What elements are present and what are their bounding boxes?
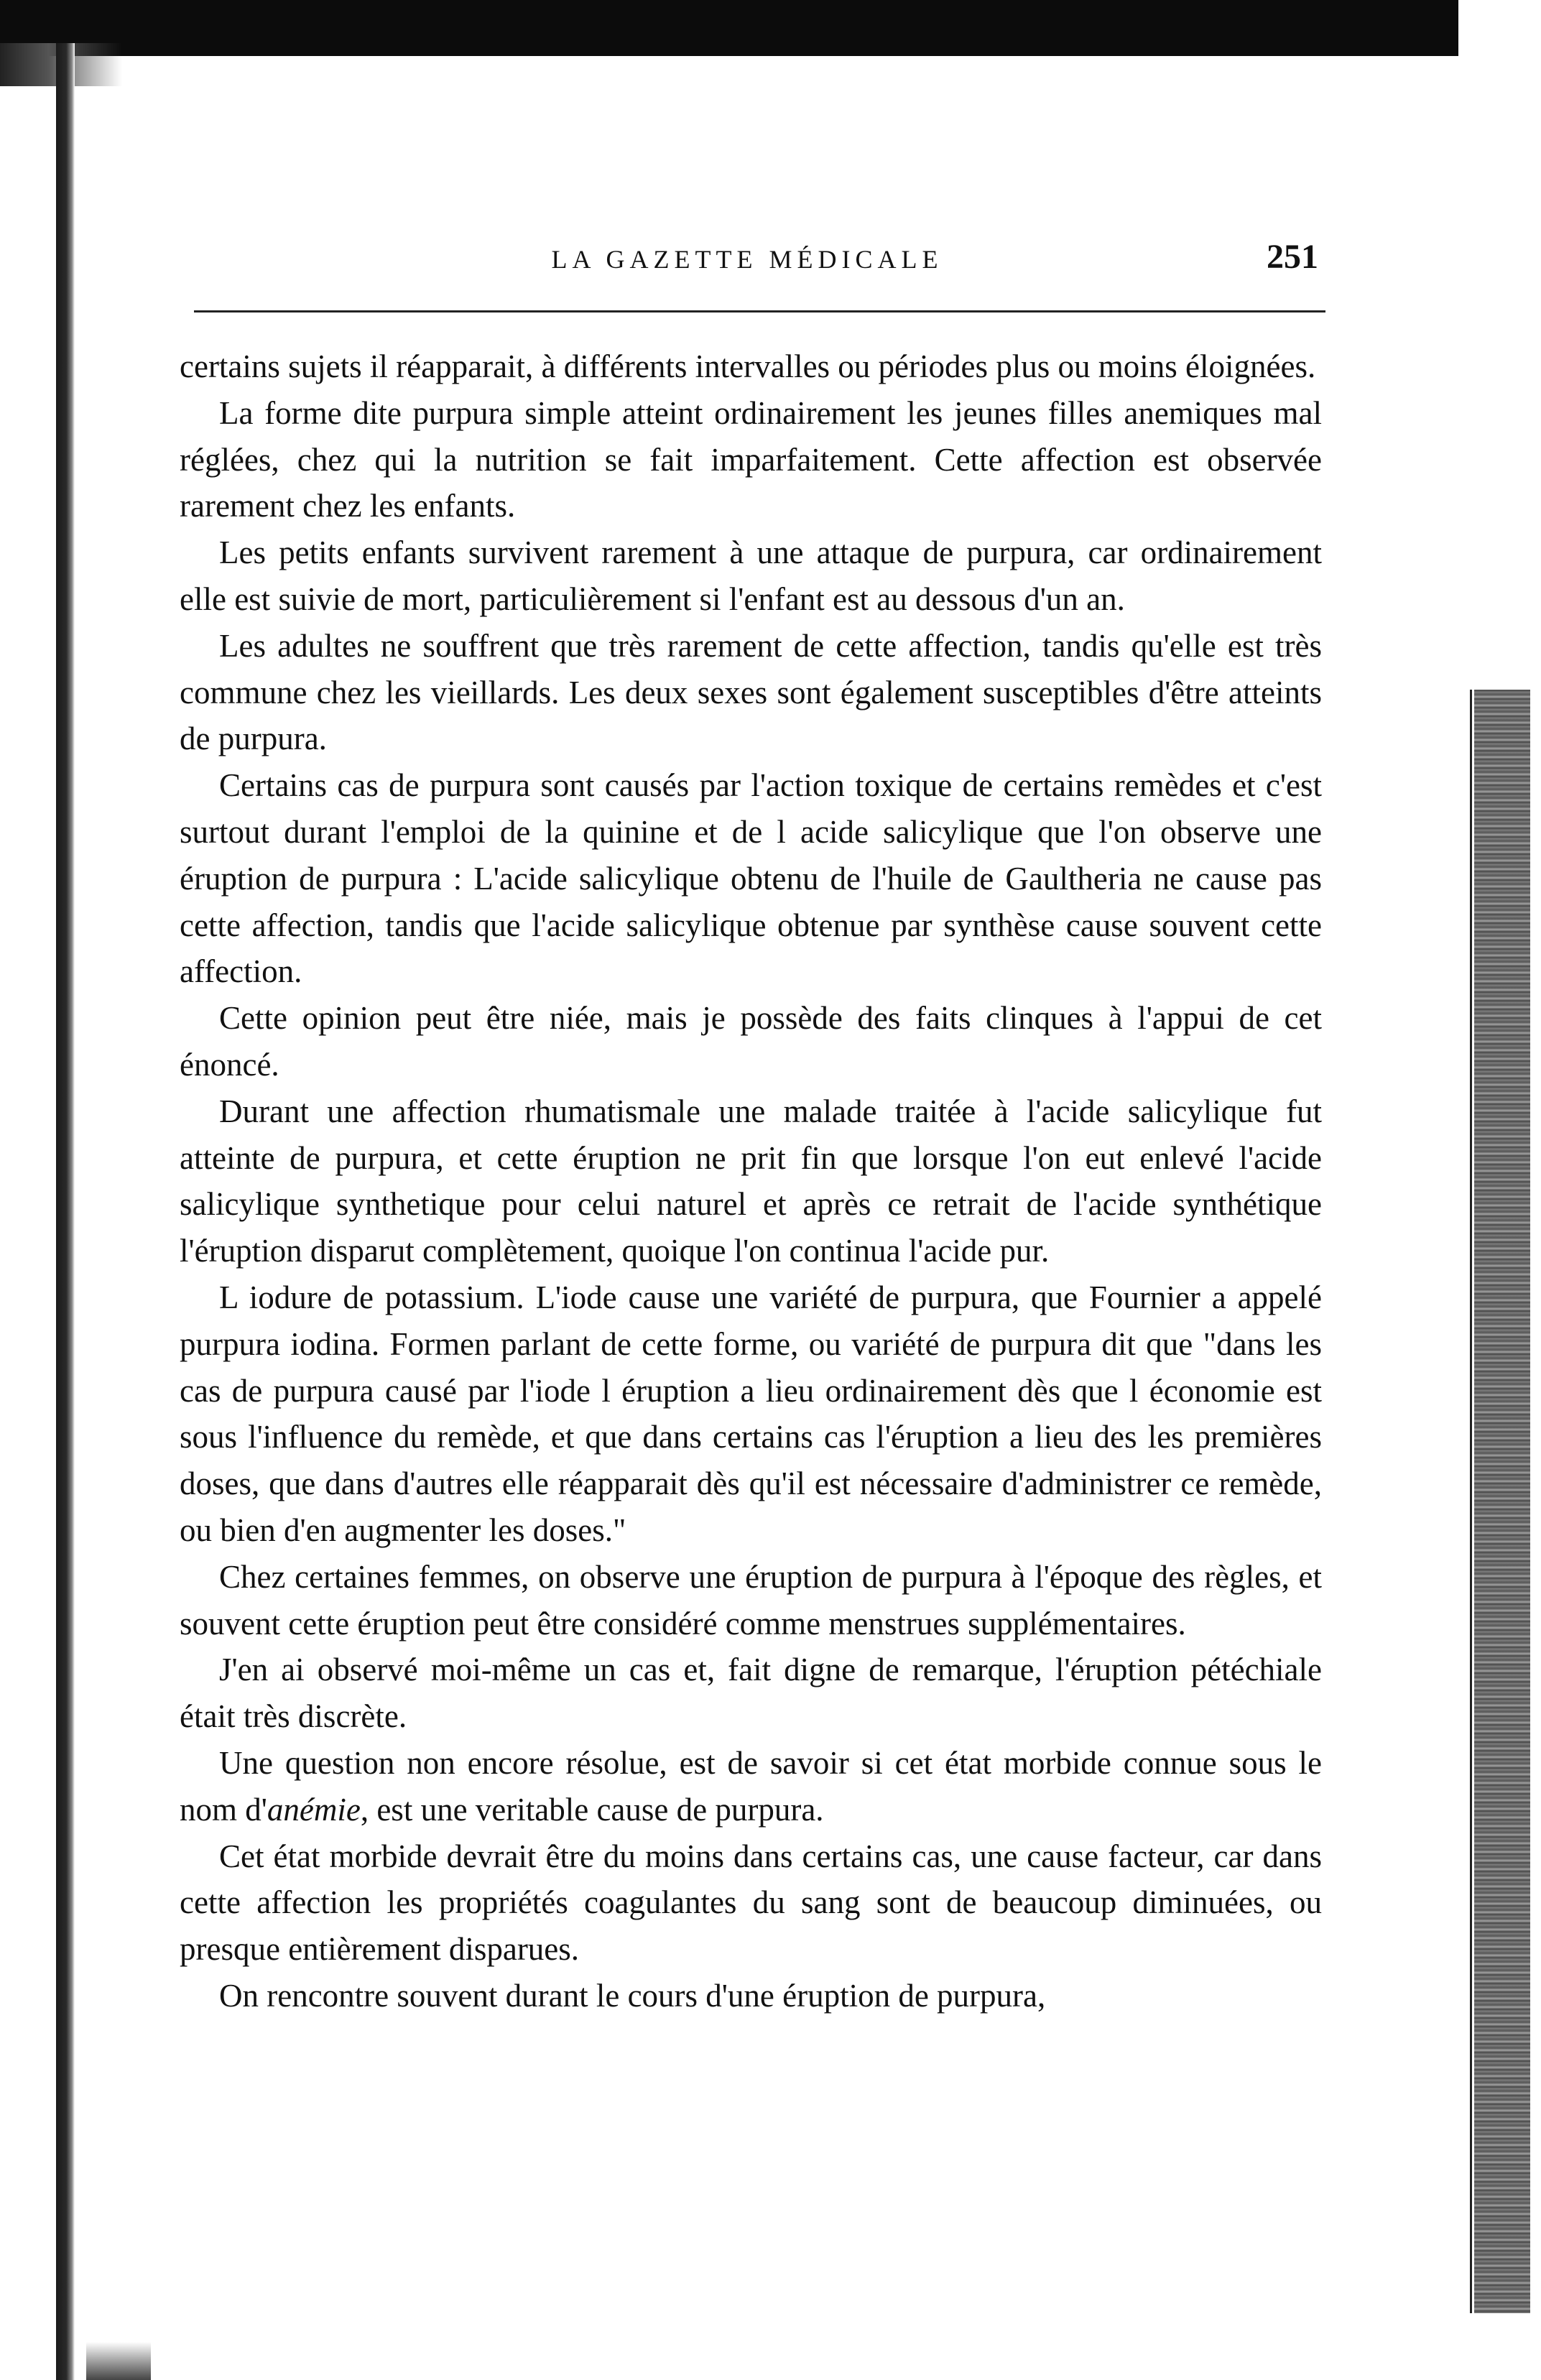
paragraph-text: certains sujets il réapparait, à différents intervalles ou périodes plus ou moins éloignées. — [180, 348, 1316, 384]
paragraph — [180, 623, 1322, 762]
paragraph-text: Les petits enfants survivent rarement à une attaque de purpura, car ordinairement elle est suivie de mort, particulièrement si l'enfant est au dessous d'un an. — [180, 534, 1322, 617]
paragraph — [180, 1554, 1322, 1647]
paragraph — [180, 1973, 1322, 2019]
paragraph-text: J'en ai observé moi-même un cas et, fait digne de remarque, l'éruption pétéchiale était très discrète. — [180, 1652, 1322, 1735]
paragraph-text: La forme dite purpura simple atteint ordinairement les jeunes filles anemiques mal réglées, chez qui la nutrition se fait imparfaitement. Cette affection est observée rarement chez les enfants. — [180, 394, 1322, 524]
paragraph — [180, 1740, 1322, 1833]
paragraph-text: Certains cas de purpura sont causés par l'action toxique de certains remèdes et c'est surtout durant l'emploi de la quinine et de l acide salicylique que l'on observe une éruption de purpura : L'acide salicylique obtenu de l'huile de Gaultheria ne cause pas cette affection, tandis que l'acide salicylique obtenue par synthèse cause souvent cette affection. — [180, 767, 1322, 990]
paragraph-text: L iodure de potassium. L'iode cause une variété de purpura, que Fournier a appelé purpura iodina. Formen parlant de cette forme, ou variété de purpura dit que "dans les cas de purpura causé par l'iode l éruption a lieu ordinairement dès que l économie est sous l'influence du remède, et que dans certains cas l'éruption a lieu des les premières doses, que dans d'autres elle réapparait dès qu'il est nécessaire d'administrer ce remède, ou bien d'en augmenter les doses." — [180, 1279, 1322, 1548]
paragraph-text: , est une veritable cause de purpura. — [360, 1791, 824, 1828]
running-head — [176, 237, 1318, 280]
paragraph-text: Les adultes ne souffrent que très rarement de cette affection, tandis qu'elle est très commune chez les vieillards. Les deux sexes sont également susceptibles d'être atteints de purpura. — [180, 627, 1322, 757]
paragraph-text: Durant une affection rhumatismale une malade traitée à l'acide salicylique fut atteinte de purpura, et cette éruption ne prit fin que lorsque l'on eut enlevé l'acide salicylique synthetique pour celui naturel et après ce retrait de l'acide synthétique l'éruption disparut complètement, quoique l'on continua l'acide pur. — [180, 1093, 1322, 1269]
paragraph — [180, 390, 1322, 529]
header-rule — [194, 310, 1325, 312]
scan-edge-bottom — [86, 2342, 151, 2380]
body-text — [180, 343, 1322, 2019]
scan-gutter-noise — [1474, 690, 1530, 2313]
running-title: LA GAZETTE MÉDICALE — [551, 245, 943, 274]
paragraph — [180, 1647, 1322, 1740]
paragraph — [180, 1274, 1322, 1554]
page-number: 251 — [1267, 238, 1318, 276]
paragraph — [180, 529, 1322, 623]
scan-edge-top — [0, 0, 1458, 56]
paragraph-text: On rencontre souvent durant le cours d'une éruption de purpura, — [219, 1977, 1046, 2014]
scan-binding-edge — [56, 43, 75, 2380]
paragraph-text: Cette opinion peut être niée, mais je possède des faits clinques à l'appui de cet énoncé. — [180, 1000, 1322, 1083]
paragraph — [180, 995, 1322, 1088]
scan-gutter-line — [1470, 690, 1472, 2313]
paragraph — [180, 1088, 1322, 1274]
paragraph-text: Une question non encore résolue, est de savoir si cet état morbide connue sous le nom d' — [180, 1744, 1322, 1828]
paragraph — [180, 762, 1322, 995]
paragraph — [180, 343, 1322, 390]
paragraph-text: Cet état morbide devrait être du moins dans certains cas, une cause facteur, car dans cette affection les propriétés coagulantes du sang sont de beaucoup diminuées, ou presque entièrement disparues. — [180, 1838, 1322, 1968]
paragraph-text: Chez certaines femmes, on observe une éruption de purpura à l'époque des règles, et souvent cette éruption peut être considéré comme menstrues supplémentaires. — [180, 1558, 1322, 1642]
italic-term: anémie — [267, 1791, 361, 1828]
paragraph — [180, 1833, 1322, 1973]
